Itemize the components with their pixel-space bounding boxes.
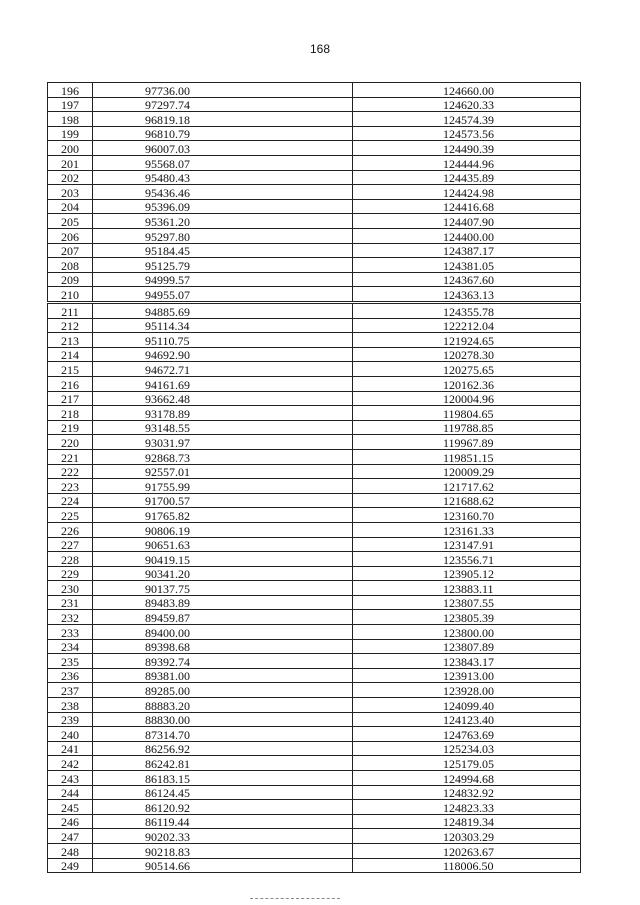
point-number-cell: 210: [48, 287, 93, 302]
y-coordinate-cell: 124381.05: [353, 258, 581, 273]
y-coordinate-cell: 119851.15: [353, 449, 581, 464]
y-coordinate-cell: 123928.00: [353, 683, 581, 698]
y-coordinate-cell: 124832.92: [353, 785, 581, 800]
point-number-cell: 230: [48, 581, 93, 596]
y-coordinate-cell: 124363.13: [353, 287, 581, 302]
y-coordinate-cell: 124435.89: [353, 170, 581, 185]
table-row: [48, 858, 581, 873]
point-number-cell: 217: [48, 391, 93, 406]
y-coordinate-cell: 124444.96: [353, 155, 581, 170]
x-coordinate-cell: 95125.79: [93, 258, 353, 273]
x-coordinate-cell: 95184.45: [93, 243, 353, 258]
table-row: [48, 199, 581, 214]
table-row: [48, 771, 581, 786]
x-coordinate-cell: 90806.19: [93, 522, 353, 537]
footer-divider: [250, 898, 340, 899]
y-coordinate-cell: 125179.05: [353, 756, 581, 771]
table-row: [48, 829, 581, 844]
table-row: [48, 214, 581, 229]
table-row: [48, 595, 581, 610]
y-coordinate-cell: 123556.71: [353, 552, 581, 567]
y-coordinate-cell: 124994.68: [353, 771, 581, 786]
table-row: [48, 333, 581, 348]
y-coordinate-cell: 120004.96: [353, 391, 581, 406]
x-coordinate-cell: 95361.20: [93, 214, 353, 229]
point-number-cell: 223: [48, 479, 93, 494]
y-coordinate-cell: 124620.33: [353, 97, 581, 112]
table-row: [48, 347, 581, 362]
table-row: [48, 639, 581, 654]
table-row: [48, 185, 581, 200]
point-number-cell: 245: [48, 800, 93, 815]
table-row: [48, 727, 581, 742]
table-row: [48, 522, 581, 537]
x-coordinate-cell: 90419.15: [93, 552, 353, 567]
y-coordinate-cell: 118006.50: [353, 858, 581, 873]
point-number-cell: 220: [48, 435, 93, 450]
point-number-cell: 211: [48, 304, 93, 319]
point-number-cell: 203: [48, 185, 93, 200]
x-coordinate-cell: 94692.90: [93, 347, 353, 362]
x-coordinate-cell: 95110.75: [93, 333, 353, 348]
table-row: [48, 552, 581, 567]
table-row: [48, 170, 581, 185]
point-number-cell: 236: [48, 668, 93, 683]
point-number-cell: 248: [48, 843, 93, 858]
y-coordinate-cell: 121717.62: [353, 479, 581, 494]
point-number-cell: 213: [48, 333, 93, 348]
table-row: [48, 243, 581, 258]
point-number-cell: 209: [48, 272, 93, 287]
point-number-cell: 207: [48, 243, 93, 258]
table-row: [48, 141, 581, 156]
y-coordinate-cell: 123807.89: [353, 639, 581, 654]
y-coordinate-cell: 120303.29: [353, 829, 581, 844]
y-coordinate-cell: 124407.90: [353, 214, 581, 229]
table-row: [48, 112, 581, 127]
table-row: [48, 376, 581, 391]
point-number-cell: 234: [48, 639, 93, 654]
y-coordinate-cell: 124823.33: [353, 800, 581, 815]
point-number-cell: 196: [48, 83, 93, 98]
point-number-cell: 224: [48, 493, 93, 508]
table-row: [48, 287, 581, 302]
y-coordinate-cell: 121688.62: [353, 493, 581, 508]
y-coordinate-cell: 123147.91: [353, 537, 581, 552]
x-coordinate-cell: 87314.70: [93, 727, 353, 742]
x-coordinate-cell: 86120.92: [93, 800, 353, 815]
table-row: [48, 683, 581, 698]
point-number-cell: 197: [48, 97, 93, 112]
point-number-cell: 229: [48, 566, 93, 581]
coordinates-table-1: [47, 82, 581, 302]
table-row: [48, 610, 581, 625]
y-coordinate-cell: 124123.40: [353, 712, 581, 727]
y-coordinate-cell: 124574.39: [353, 112, 581, 127]
y-coordinate-cell: 123843.17: [353, 654, 581, 669]
y-coordinate-cell: 125234.03: [353, 741, 581, 756]
page-number: 168: [309, 42, 331, 56]
y-coordinate-cell: 122212.04: [353, 318, 581, 333]
x-coordinate-cell: 91755.99: [93, 479, 353, 494]
x-coordinate-cell: 90651.63: [93, 537, 353, 552]
point-number-cell: 243: [48, 771, 93, 786]
x-coordinate-cell: 88883.20: [93, 698, 353, 713]
point-number-cell: 206: [48, 228, 93, 243]
y-coordinate-cell: 124416.68: [353, 199, 581, 214]
table-row: [48, 814, 581, 829]
point-number-cell: 244: [48, 785, 93, 800]
x-coordinate-cell: 94161.69: [93, 376, 353, 391]
x-coordinate-cell: 92868.73: [93, 449, 353, 464]
x-coordinate-cell: 95396.09: [93, 199, 353, 214]
point-number-cell: 238: [48, 698, 93, 713]
coordinates-table-2: [47, 303, 581, 873]
x-coordinate-cell: 93148.55: [93, 420, 353, 435]
table-row: [48, 228, 581, 243]
point-number-cell: 228: [48, 552, 93, 567]
table-row: [48, 698, 581, 713]
table-row: [48, 449, 581, 464]
table-row: [48, 581, 581, 596]
point-number-cell: 226: [48, 522, 93, 537]
table-row: [48, 97, 581, 112]
point-number-cell: 205: [48, 214, 93, 229]
point-number-cell: 204: [48, 199, 93, 214]
y-coordinate-cell: 124660.00: [353, 83, 581, 98]
x-coordinate-cell: 92557.01: [93, 464, 353, 479]
point-number-cell: 218: [48, 406, 93, 421]
y-coordinate-cell: 123905.12: [353, 566, 581, 581]
point-number-cell: 231: [48, 595, 93, 610]
table-row: [48, 126, 581, 141]
x-coordinate-cell: 91765.82: [93, 508, 353, 523]
point-number-cell: 241: [48, 741, 93, 756]
x-coordinate-cell: 88830.00: [93, 712, 353, 727]
y-coordinate-cell: 123805.39: [353, 610, 581, 625]
table-row: [48, 391, 581, 406]
x-coordinate-cell: 94672.71: [93, 362, 353, 377]
point-number-cell: 221: [48, 449, 93, 464]
point-number-cell: 219: [48, 420, 93, 435]
x-coordinate-cell: 89392.74: [93, 654, 353, 669]
table-row: [48, 155, 581, 170]
point-number-cell: 215: [48, 362, 93, 377]
y-coordinate-cell: 120009.29: [353, 464, 581, 479]
point-number-cell: 227: [48, 537, 93, 552]
x-coordinate-cell: 95297.80: [93, 228, 353, 243]
y-coordinate-cell: 120278.30: [353, 347, 581, 362]
x-coordinate-cell: 89381.00: [93, 668, 353, 683]
point-number-cell: 208: [48, 258, 93, 273]
x-coordinate-cell: 95436.46: [93, 185, 353, 200]
table-row: [48, 508, 581, 523]
y-coordinate-cell: 119788.85: [353, 420, 581, 435]
table-row: [48, 435, 581, 450]
y-coordinate-cell: 123807.55: [353, 595, 581, 610]
point-number-cell: 198: [48, 112, 93, 127]
table-row: [48, 83, 581, 98]
x-coordinate-cell: 95480.43: [93, 170, 353, 185]
point-number-cell: 249: [48, 858, 93, 873]
x-coordinate-cell: 93031.97: [93, 435, 353, 450]
x-coordinate-cell: 96810.79: [93, 126, 353, 141]
x-coordinate-cell: 93178.89: [93, 406, 353, 421]
table-row: [48, 304, 581, 319]
point-number-cell: 233: [48, 625, 93, 640]
y-coordinate-cell: 123913.00: [353, 668, 581, 683]
table-row: [48, 479, 581, 494]
point-number-cell: 216: [48, 376, 93, 391]
point-number-cell: 240: [48, 727, 93, 742]
x-coordinate-cell: 89483.89: [93, 595, 353, 610]
x-coordinate-cell: 94955.07: [93, 287, 353, 302]
x-coordinate-cell: 95568.07: [93, 155, 353, 170]
table-row: [48, 654, 581, 669]
y-coordinate-cell: 124573.56: [353, 126, 581, 141]
table-row: [48, 493, 581, 508]
y-coordinate-cell: 121924.65: [353, 333, 581, 348]
table-row: [48, 362, 581, 377]
y-coordinate-cell: 124367.60: [353, 272, 581, 287]
table-row: [48, 800, 581, 815]
x-coordinate-cell: 89285.00: [93, 683, 353, 698]
table-row: [48, 668, 581, 683]
x-coordinate-cell: 93662.48: [93, 391, 353, 406]
x-coordinate-cell: 90514.66: [93, 858, 353, 873]
x-coordinate-cell: 86256.92: [93, 741, 353, 756]
x-coordinate-cell: 89459.87: [93, 610, 353, 625]
point-number-cell: 214: [48, 347, 93, 362]
table-row: [48, 741, 581, 756]
y-coordinate-cell: 119804.65: [353, 406, 581, 421]
x-coordinate-cell: 86119.44: [93, 814, 353, 829]
x-coordinate-cell: 86242.81: [93, 756, 353, 771]
table-row: [48, 258, 581, 273]
y-coordinate-cell: 120275.65: [353, 362, 581, 377]
point-number-cell: 237: [48, 683, 93, 698]
y-coordinate-cell: 124099.40: [353, 698, 581, 713]
x-coordinate-cell: 86183.15: [93, 771, 353, 786]
table-row: [48, 318, 581, 333]
x-coordinate-cell: 90202.33: [93, 829, 353, 844]
table-row: [48, 464, 581, 479]
table-row: [48, 625, 581, 640]
x-coordinate-cell: 90341.20: [93, 566, 353, 581]
x-coordinate-cell: 91700.57: [93, 493, 353, 508]
point-number-cell: 202: [48, 170, 93, 185]
x-coordinate-cell: 94999.57: [93, 272, 353, 287]
x-coordinate-cell: 90218.83: [93, 843, 353, 858]
table-row: [48, 756, 581, 771]
y-coordinate-cell: 124355.78: [353, 304, 581, 319]
y-coordinate-cell: 124387.17: [353, 243, 581, 258]
y-coordinate-cell: 124424.98: [353, 185, 581, 200]
x-coordinate-cell: 89398.68: [93, 639, 353, 654]
y-coordinate-cell: 123160.70: [353, 508, 581, 523]
y-coordinate-cell: 123800.00: [353, 625, 581, 640]
point-number-cell: 232: [48, 610, 93, 625]
x-coordinate-cell: 90137.75: [93, 581, 353, 596]
table-row: [48, 420, 581, 435]
x-coordinate-cell: 96007.03: [93, 141, 353, 156]
x-coordinate-cell: 94885.69: [93, 304, 353, 319]
point-number-cell: 235: [48, 654, 93, 669]
y-coordinate-cell: 124763.69: [353, 727, 581, 742]
table-row: [48, 843, 581, 858]
y-coordinate-cell: 123161.33: [353, 522, 581, 537]
y-coordinate-cell: 120162.36: [353, 376, 581, 391]
point-number-cell: 225: [48, 508, 93, 523]
x-coordinate-cell: 96819.18: [93, 112, 353, 127]
table-row: [48, 785, 581, 800]
point-number-cell: 239: [48, 712, 93, 727]
table-row: [48, 272, 581, 287]
table-row: [48, 566, 581, 581]
point-number-cell: 247: [48, 829, 93, 844]
point-number-cell: 199: [48, 126, 93, 141]
point-number-cell: 242: [48, 756, 93, 771]
y-coordinate-cell: 124819.34: [353, 814, 581, 829]
point-number-cell: 222: [48, 464, 93, 479]
x-coordinate-cell: 89400.00: [93, 625, 353, 640]
table-row: [48, 712, 581, 727]
y-coordinate-cell: 119967.89: [353, 435, 581, 450]
x-coordinate-cell: 95114.34: [93, 318, 353, 333]
point-number-cell: 200: [48, 141, 93, 156]
point-number-cell: 201: [48, 155, 93, 170]
point-number-cell: 212: [48, 318, 93, 333]
y-coordinate-cell: 123883.11: [353, 581, 581, 596]
table-row: [48, 406, 581, 421]
y-coordinate-cell: 120263.67: [353, 843, 581, 858]
table-row: [48, 537, 581, 552]
y-coordinate-cell: 124400.00: [353, 228, 581, 243]
y-coordinate-cell: 124490.39: [353, 141, 581, 156]
x-coordinate-cell: 97297.74: [93, 97, 353, 112]
x-coordinate-cell: 97736.00: [93, 83, 353, 98]
point-number-cell: 246: [48, 814, 93, 829]
x-coordinate-cell: 86124.45: [93, 785, 353, 800]
